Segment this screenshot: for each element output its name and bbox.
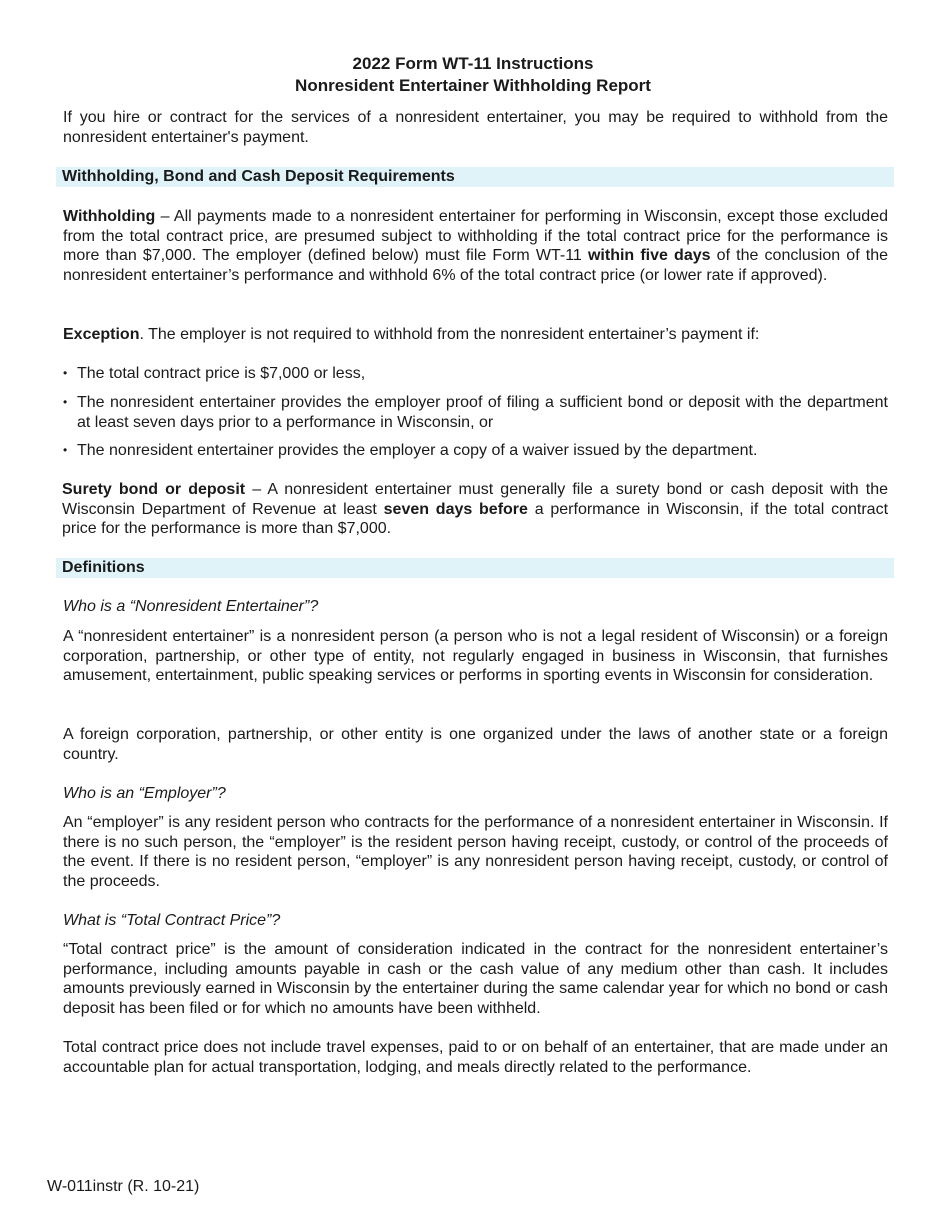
question-nonresident-entertainer: Who is a “Nonresident Entertainer”? (63, 598, 319, 615)
list-item (63, 441, 888, 461)
withholding-text-a: – All payments made to a nonresident entertainer for performing in Wisconsin, except those excluded from the total contract price, are presumed subject to withholding if the total contract price for the performance is more than $7,000. The employer (defined below) must file Form WT-11 (63, 208, 888, 265)
section-heading-definitions: Definitions (62, 559, 145, 576)
surety-text-b: a performance in Wisconsin, if the total contract price for the performance is more than $7,000. (62, 500, 889, 538)
bullet-text: The nonresident entertainer provides the employer a copy of a waiver issued by the department. (77, 442, 758, 459)
surety-text-a: – A nonresident entertainer must generally file a surety bond or cash deposit with the Wisconsin Department of Revenue at least (62, 481, 888, 518)
contract-price-exclusions: Total contract price does not include travel expenses, paid to or on behalf of an entertainer, that are made under an accountable plan for actual transportation, lodging, and meals directly related to the performance. (63, 1039, 888, 1076)
section-bar-requirements (56, 167, 894, 187)
exception-paragraph (63, 325, 888, 345)
surety-label: Surety bond or deposit (62, 481, 246, 498)
intro-paragraph: If you hire or contract for the services of a nonresident entertainer, you may be required to withhold from the nonresident entertainer's payment. (63, 109, 888, 146)
bullet-icon: • (63, 443, 68, 457)
list-item (63, 393, 888, 432)
bullet-text: The nonresident entertainer provides the employer proof of filing a sufficient bond or deposit with the department at least seven days prior to a performance in Wisconsin, or (77, 394, 888, 431)
list-item (63, 364, 888, 384)
withholding-paragraph (63, 207, 888, 285)
surety-paragraph (62, 480, 888, 539)
title-block (0, 53, 946, 97)
question-total-contract-price: What is “Total Contract Price”? (63, 912, 281, 929)
bullet-icon: • (63, 395, 68, 409)
withholding-label: Withholding (63, 208, 156, 225)
bullet-icon: • (63, 366, 68, 380)
withholding-text-b: of the conclusion of the nonresident entertainer’s performance and withhold 6% of the total contract price (or lower rate if approved). (63, 247, 889, 284)
form-code: W-011instr (R. 10-21) (47, 1178, 200, 1195)
definition-employer: An “employer” is any resident person who contracts for the performance of a nonresident entertainer in Wisconsin. If there is no such person, the “employer” is the resident person having receipt, custody, or control of the proceeds of the event. If there is no resident person, “employer” is any nonresident person having receipt, custody, or control of the proceeds. (63, 814, 888, 890)
withholding-emphasis: within five days (587, 247, 711, 265)
page-subtitle: Nonresident Entertainer Withholding Report (295, 76, 651, 95)
section-heading-requirements: Withholding, Bond and Cash Deposit Requirements (62, 168, 455, 185)
section-bar-definitions (56, 558, 894, 578)
exception-label: Exception (63, 326, 140, 343)
page-title: 2022 Form WT-11 Instructions (352, 54, 594, 73)
question-employer: Who is an “Employer”? (63, 785, 226, 802)
definition-total-contract-price: “Total contract price” is the amount of consideration indicated in the contract for the nonresident entertainer’s performance, including amounts payable in cash or the cash value of any medium other than cash. It includes amounts previously earned in Wisconsin by the entertainer during the same calendar year for which no bond or cash deposit has been filed or for which no amounts have been withheld. (63, 941, 888, 1017)
bullet-text: The total contract price is $7,000 or less, (77, 365, 366, 382)
definition-nonresident-entertainer: A “nonresident entertainer” is a nonresident person (a person who is not a legal resident of Wisconsin) or a foreign corporation, partnership, or other type of entity, not regularly engaged in business in Wisconsin, that furnishes amusement, entertainment, public speaking services or performs in sporting events in Wisconsin for consideration. (63, 628, 888, 685)
exception-text: . The employer is not required to withhold from the nonresident entertainer’s payment if: (139, 326, 760, 343)
definition-foreign-entity: A foreign corporation, partnership, or other entity is one organized under the laws of another state or a foreign country. (63, 726, 888, 763)
surety-emphasis: seven days before (383, 500, 528, 518)
